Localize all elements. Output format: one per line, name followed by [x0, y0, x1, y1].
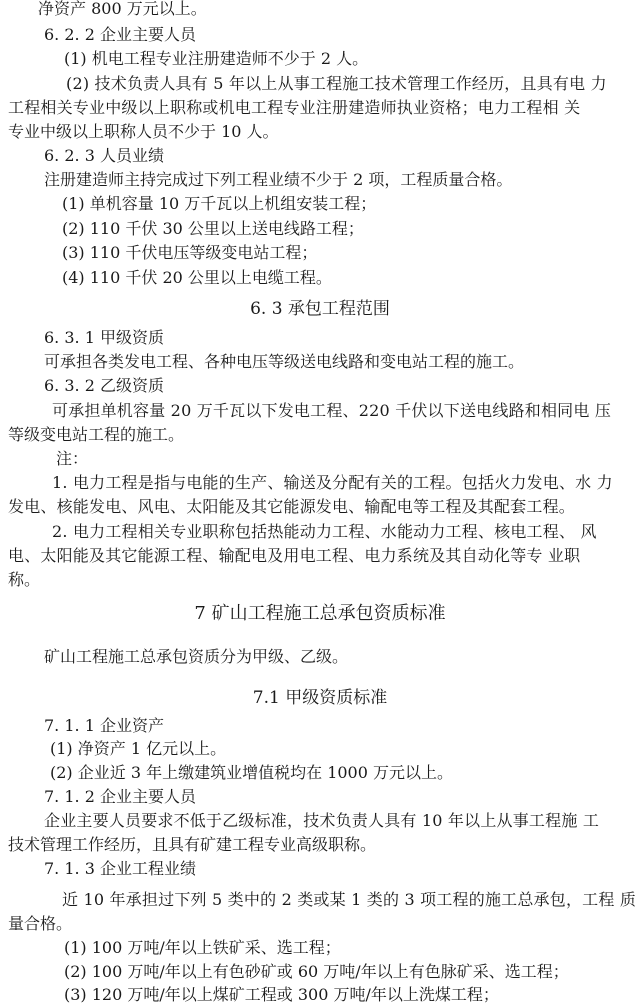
section-heading: 7.1 甲级资质标准 [252, 688, 388, 708]
list-item: (3) 110 千伏电压等级变电站工程； [62, 243, 318, 262]
list-item: (1) 机电工程专业注册建造师不少于 2 人。 [64, 49, 369, 68]
text-line: 净资产 800 万元以上。 [38, 0, 207, 18]
text-line: 量合格。 [8, 914, 73, 933]
text-line: 可承担单机容量 20 万千瓦以下发电工程、220 千伏以下送电线路和相同电 压 [52, 401, 612, 420]
subsection-number: 6. 3. 2 乙级资质 [44, 376, 164, 395]
text-line: 等级变电站工程的施工。 [8, 425, 185, 444]
list-item: (2) 100 万吨/年以上有色砂矿或 60 万吨/年以上有色脉矿采、选工程； [64, 962, 569, 981]
text-line: 发电、核能发电、风电、太阳能及其它能源发电、输配电等工程及其配套工程。 [8, 497, 576, 516]
text-line: 技术管理工作经历，且具有矿建工程专业高级职称。 [8, 835, 377, 854]
subsection-number: 7. 1. 3 企业工程业绩 [44, 859, 196, 878]
text-line: 专业中级以上职称人员不少于 10 人。 [8, 122, 279, 141]
text-line: 近 10 年承担过下列 5 类中的 2 类或某 1 类的 3 项工程的施工总承包，工程 质 [62, 890, 637, 909]
subsection-number: 7. 1. 1 企业资产 [44, 716, 164, 735]
note-item: 2. 电力工程相关专业职称包括热能动力工程、水能动力工程、核电工程、 风 [52, 522, 597, 541]
text-line: 电、太阳能及其它能源工程、输配电及用电工程、电力系统及其自动化等专 业职 [8, 546, 581, 565]
text-line: 矿山工程施工总承包资质分为甲级、乙级。 [44, 647, 349, 666]
list-item: (1) 单机容量 10 万千瓦以上机组安装工程； [62, 194, 377, 213]
text-line: 工程相关专业中级以上职称或机电工程专业注册建造师执业资格；电力工程相 关 [8, 98, 581, 117]
list-item: (1) 净资产 1 亿元以上。 [50, 739, 227, 758]
text-line: 可承担各类发电工程、各种电压等级送电线路和变电站工程的施工。 [44, 352, 525, 371]
note-label: 注： [56, 449, 89, 468]
subsection-number: 6. 3. 1 甲级资质 [44, 328, 164, 347]
text-line: 企业主要人员要求不低于乙级标准，技术负责人具有 10 年以上从事工程施 工 [44, 811, 600, 830]
text-line: 注册建造师主持完成过下列工程业绩不少于 2 项，工程质量合格。 [44, 170, 513, 189]
list-item: (1) 100 万吨/年以上铁矿采、选工程； [64, 938, 341, 957]
list-item: (4) 110 千伏 20 公里以上电缆工程。 [62, 268, 332, 287]
list-item: (2) 110 千伏 30 公里以上送电线路工程； [62, 219, 364, 238]
text-line: 称。 [8, 570, 41, 589]
subsection-number: 7. 1. 2 企业主要人员 [44, 787, 196, 806]
chapter-heading: 7 矿山工程施工总承包资质标准 [194, 603, 446, 624]
text-line: (2) 技术负责人具有 5 年以上从事工程施工技术管理工作经历，且具有电 力 [66, 74, 607, 93]
subsection-number: 6. 2. 2 企业主要人员 [44, 25, 196, 44]
list-item: (3) 120 万吨/年以上煤矿工程或 300 万吨/年以上洗煤工程； [64, 985, 499, 1004]
subsection-number: 6. 2. 3 人员业绩 [44, 146, 164, 165]
note-item: 1. 电力工程是指与电能的生产、输送及分配有关的工程。包括火力发电、水 力 [52, 473, 613, 492]
section-heading: 6. 3 承包工程范围 [250, 299, 390, 319]
list-item: (2) 企业近 3 年上缴建筑业增值税均在 1000 万元以上。 [50, 763, 453, 782]
